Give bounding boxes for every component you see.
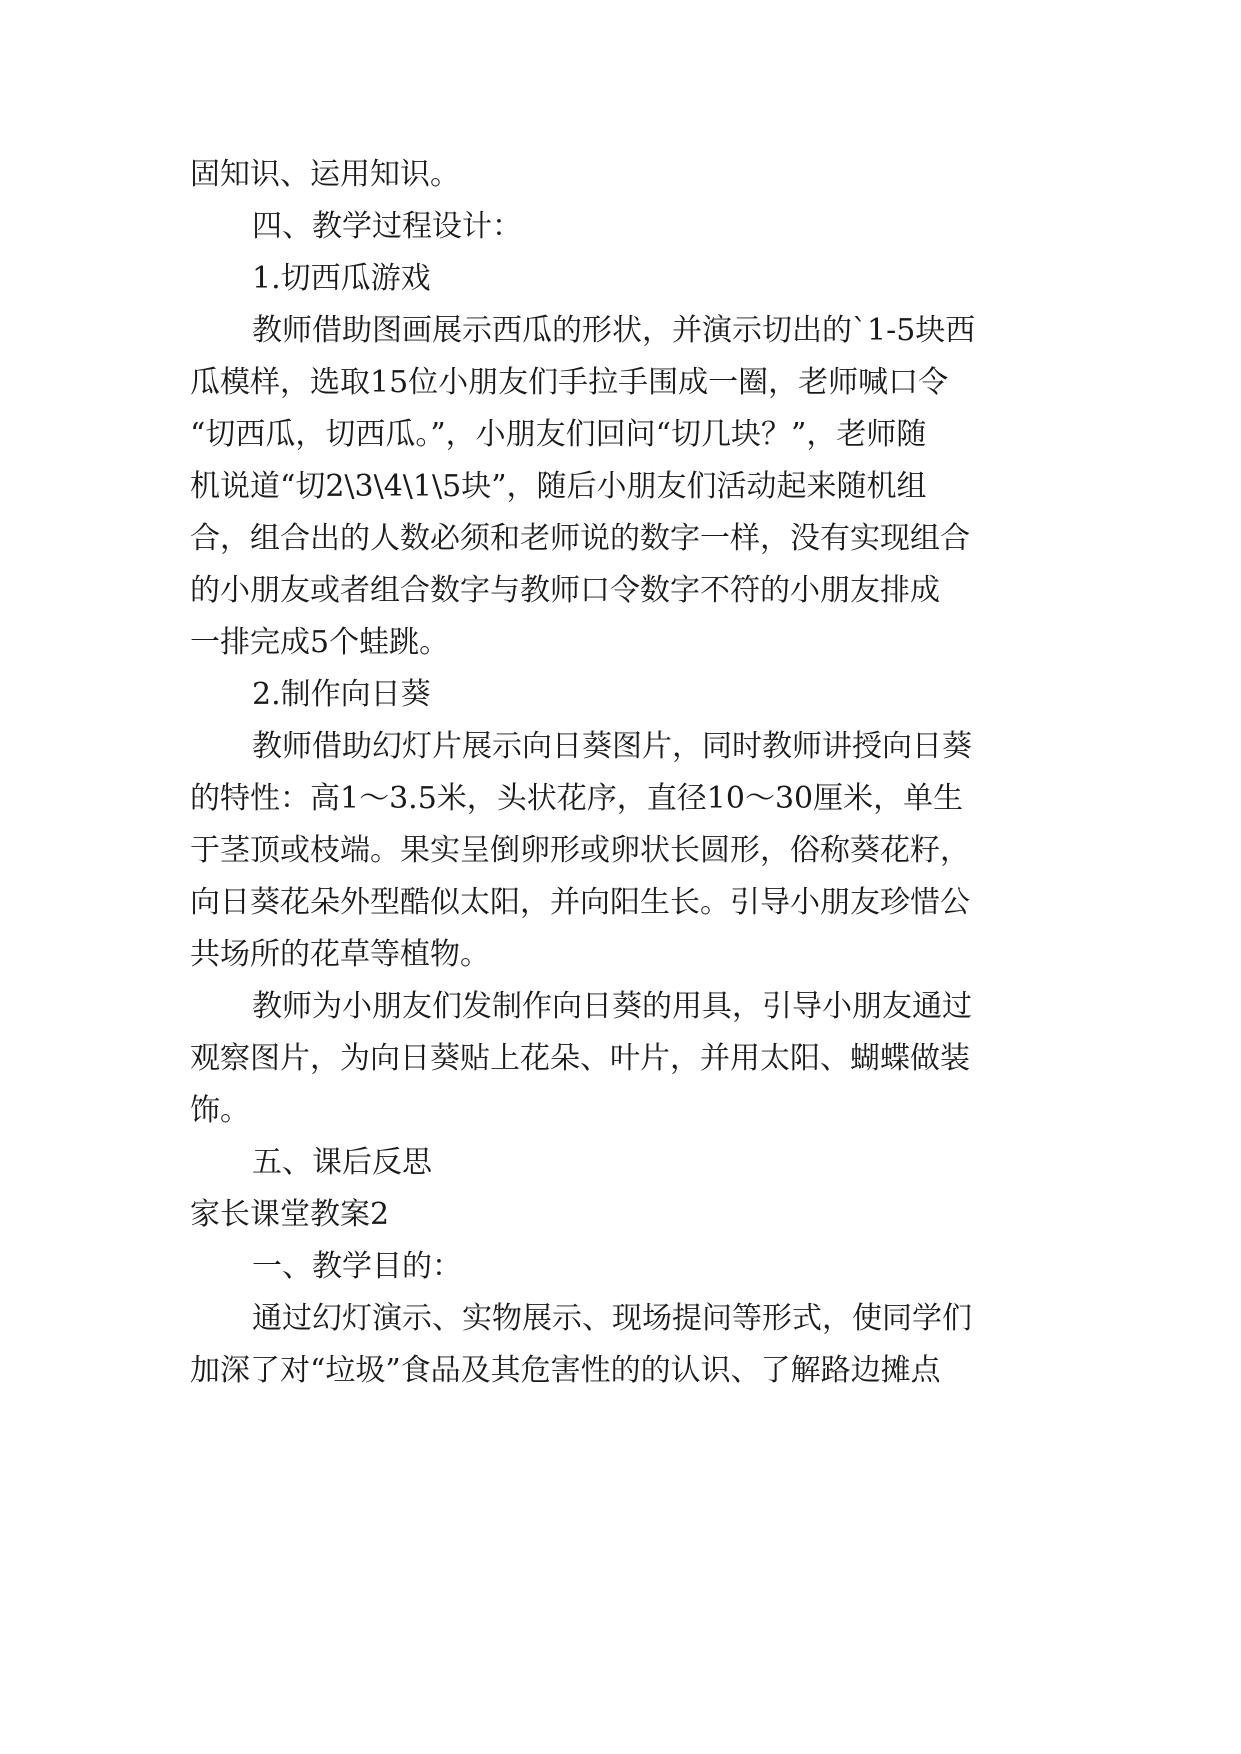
text-line: 加深了对“垃圾”食品及其危害性的的认识、了解路边摊点	[190, 1353, 941, 1388]
text-line: 教师借助图画展示西瓜的形状，并演示切出的`1-5块西	[252, 313, 976, 348]
section-heading: 一、教学目的：	[252, 1249, 462, 1284]
text-line: 通过幻灯演示、实物展示、现场提问等形式，使同学们	[252, 1301, 972, 1336]
text-line: 的小朋友或者组合数字与教师口令数字不符的小朋友排成	[190, 573, 940, 608]
text-line: “切西瓜，切西瓜。”，小朋友们回问“切几块？”，老师随	[190, 417, 927, 452]
text-line: 教师为小朋友们发制作向日葵的用具，引导小朋友通过	[252, 989, 972, 1024]
text-line: 观察图片，为向日葵贴上花朵、叶片，并用太阳、蝴蝶做装	[190, 1041, 970, 1076]
subsection-heading: 1.切西瓜游戏	[252, 261, 431, 296]
text-line: 合，组合出的人数必须和老师说的数字一样，没有实现组合	[190, 521, 970, 556]
text-line: 固知识、运用知识。	[190, 157, 460, 192]
document-title: 家长课堂教案2	[190, 1197, 390, 1232]
section-heading: 四、教学过程设计：	[252, 209, 522, 244]
text-line: 饰。	[190, 1093, 250, 1128]
text-line: 一排完成5个蛙跳。	[190, 625, 450, 660]
text-line: 共场所的花草等植物。	[190, 937, 490, 972]
text-line: 的特性：高1～3.5米，头状花序，直径10～30厘米，单生	[190, 781, 964, 816]
text-line: 教师借助幻灯片展示向日葵图片，同时教师讲授向日葵	[252, 729, 972, 764]
text-line: 瓜模样，选取15位小朋友们手拉手围成一圈，老师喊口令	[190, 365, 949, 400]
text-line: 机说道“切2\3\4\1\5块”，随后小朋友们活动起来随机组	[190, 469, 927, 504]
text-line: 向日葵花朵外型酷似太阳，并向阳生长。引导小朋友珍惜公	[190, 885, 970, 920]
text-line: 于茎顶或枝端。果实呈倒卵形或卵状长圆形，俗称葵花籽，	[190, 833, 970, 868]
section-heading: 五、课后反思	[252, 1145, 432, 1180]
subsection-heading: 2.制作向日葵	[252, 677, 431, 712]
